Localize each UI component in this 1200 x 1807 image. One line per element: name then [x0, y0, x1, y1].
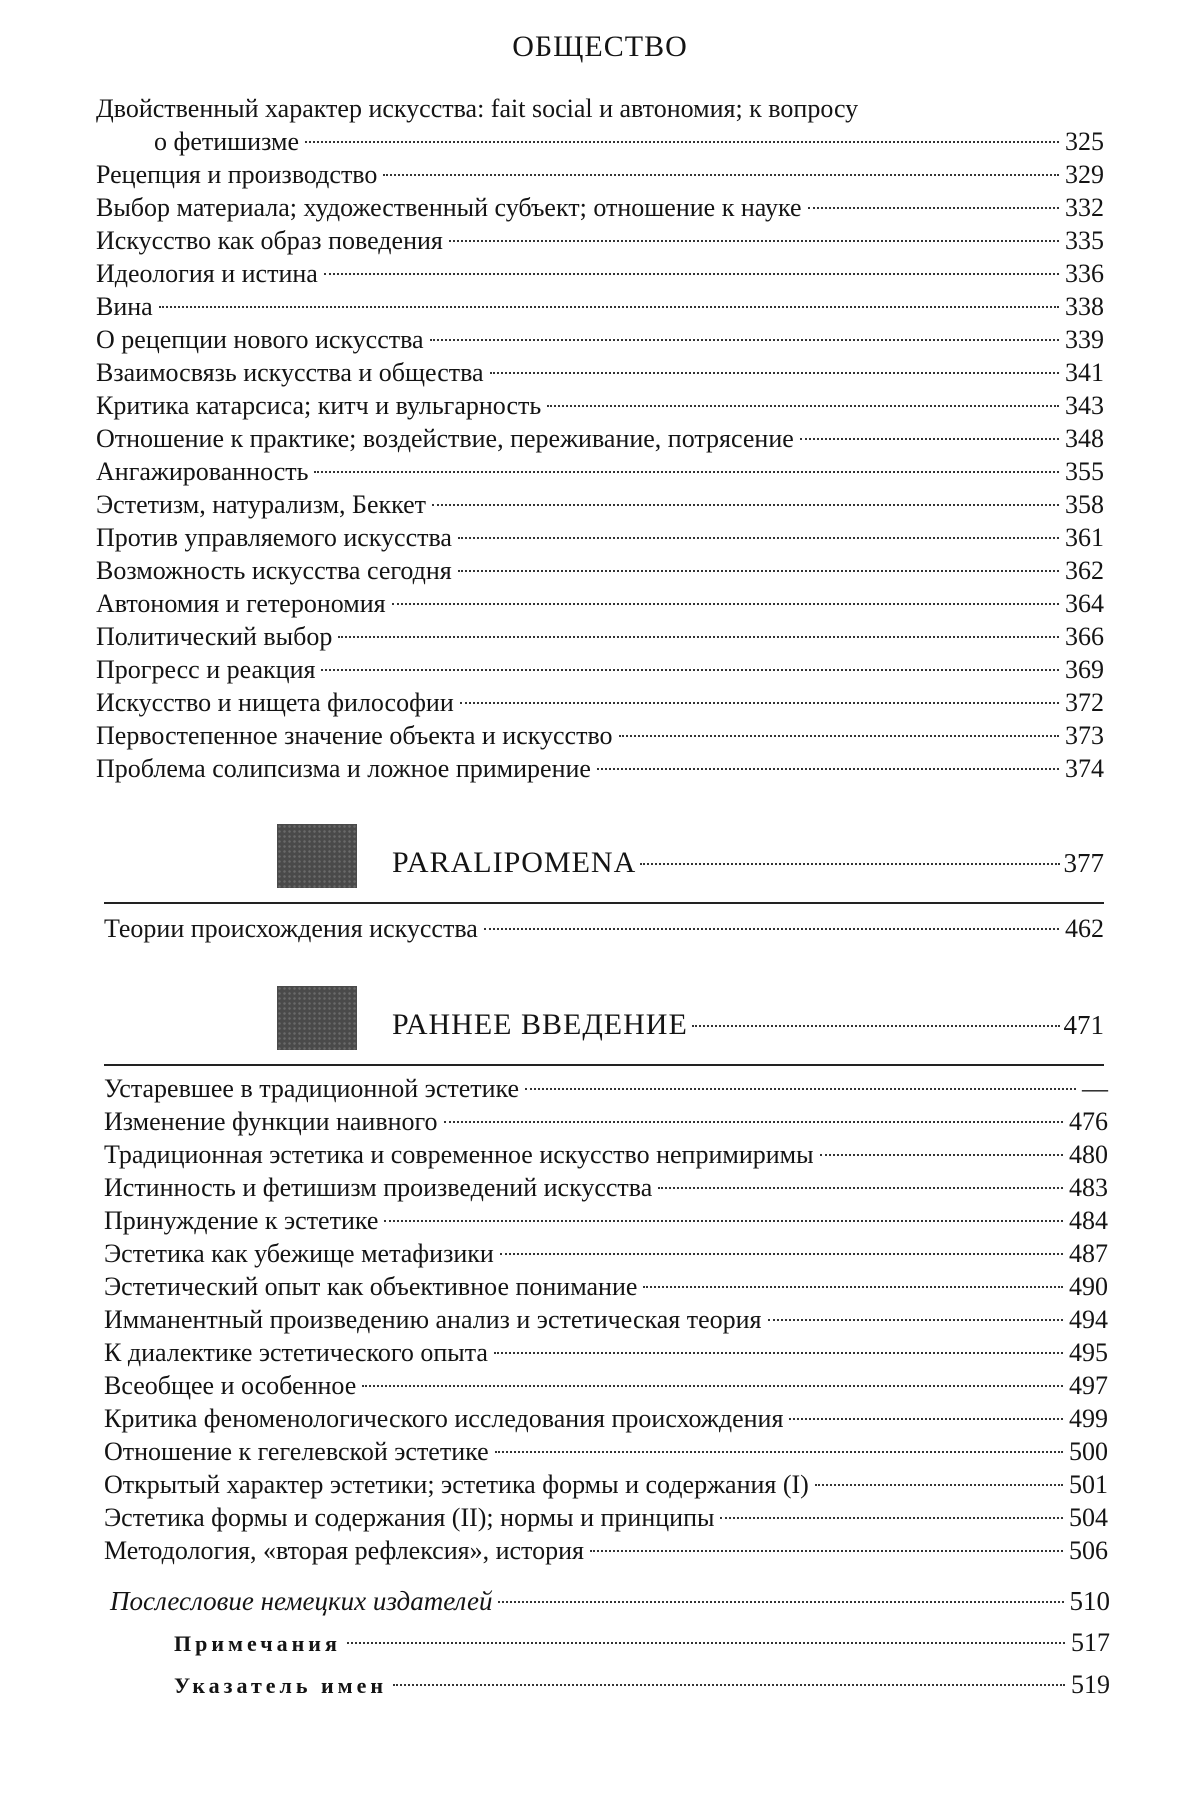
- toc-entry[interactable]: [104, 1402, 1108, 1435]
- back-matter-toc: [110, 1580, 1110, 1706]
- dot-leader: [338, 636, 1059, 638]
- toc-entry-title: о фетишизме: [154, 127, 299, 156]
- toc-entry-title: Всеобщее и особенное: [104, 1371, 357, 1400]
- toc-entry-page: 484: [1069, 1206, 1108, 1235]
- toc-entry-page: 480: [1069, 1140, 1108, 1169]
- early-intro-heading: [96, 984, 1104, 1070]
- toc-entry-page: 373: [1065, 721, 1104, 750]
- toc-entry-title: Традиционная эстетика и современное искусство непримиримы: [104, 1140, 814, 1169]
- toc-entry-title: Идеология и истина: [96, 259, 318, 288]
- heading-title: PARALIPOMENA: [392, 846, 637, 879]
- toc-entry-page: 335: [1065, 226, 1104, 255]
- dot-leader: [597, 768, 1059, 770]
- toc-entry-page: —: [1082, 1074, 1108, 1103]
- dot-leader: [495, 1451, 1063, 1453]
- toc-entry-page: 476: [1069, 1107, 1108, 1136]
- dot-leader: [768, 1319, 1063, 1321]
- toc-entry-page: 497: [1069, 1371, 1108, 1400]
- toc-entry[interactable]: [96, 752, 1104, 785]
- dot-leader: [460, 702, 1059, 704]
- toc-entry-page: 366: [1065, 622, 1104, 651]
- toc-entry-title: Принуждение к эстетике: [104, 1206, 379, 1235]
- toc-entry[interactable]: [104, 1072, 1108, 1105]
- toc-entry[interactable]: [104, 1534, 1108, 1567]
- dot-leader: [547, 405, 1059, 407]
- toc-entry-title: Ангажированность: [96, 457, 309, 486]
- heading-row[interactable]: [392, 1008, 1104, 1042]
- toc-entry[interactable]: [104, 1270, 1108, 1303]
- toc-entry[interactable]: [96, 719, 1104, 752]
- toc-entry-title: Послесловие немецких издателей: [110, 1586, 493, 1616]
- dot-leader: [458, 537, 1059, 539]
- toc-entry-title: Указатель имен: [174, 1673, 388, 1698]
- toc-entry[interactable]: [104, 1435, 1108, 1468]
- toc-entry-page: 483: [1069, 1173, 1108, 1202]
- toc-entry-page: 325: [1065, 127, 1104, 156]
- toc-entry-page: 494: [1069, 1305, 1108, 1334]
- toc-entry[interactable]: [104, 912, 1104, 945]
- dot-leader: [800, 438, 1059, 440]
- dot-leader: [314, 471, 1059, 473]
- dot-leader: [458, 570, 1059, 572]
- toc-entry-title: Автономия и гетерономия: [96, 589, 386, 618]
- heading-title: РАННЕЕ ВВЕДЕНИЕ: [392, 1008, 688, 1041]
- early-intro-toc: [104, 1072, 1108, 1567]
- toc-entry-page: 374: [1065, 754, 1104, 783]
- dot-leader: [815, 1484, 1063, 1486]
- toc-entry[interactable]: [104, 1105, 1108, 1138]
- toc-entry-page: 355: [1065, 457, 1104, 486]
- toc-entry-page: 500: [1069, 1437, 1108, 1466]
- toc-entry-title: Примечания: [174, 1631, 341, 1656]
- toc-entry[interactable]: [104, 1237, 1108, 1270]
- toc-entry-title: Искусство как образ поведения: [96, 226, 443, 255]
- toc-entry-title: Эстетика формы и содержания (II); нормы и принципы: [104, 1503, 715, 1532]
- dot-leader: [362, 1385, 1063, 1387]
- toc-entry[interactable]: [104, 1336, 1108, 1369]
- toc-entry[interactable]: [96, 686, 1104, 719]
- dot-leader: [643, 1286, 1063, 1288]
- toc-entry[interactable]: [104, 1171, 1108, 1204]
- toc-entry-page: 348: [1065, 424, 1104, 453]
- toc-entry-title: Критика катарсиса; китч и вульгарность: [96, 391, 542, 420]
- toc-entry[interactable]: [96, 455, 1104, 488]
- dot-leader: [392, 603, 1059, 605]
- toc-entry-page: 510: [1069, 1586, 1110, 1616]
- toc-entry-page: 490: [1069, 1272, 1108, 1301]
- paralipomena-heading: [96, 822, 1104, 908]
- toc-entry-page: 338: [1065, 292, 1104, 321]
- toc-entry-page: 487: [1069, 1239, 1108, 1268]
- toc-entry[interactable]: [96, 422, 1104, 455]
- toc-entry[interactable]: [96, 158, 1104, 191]
- toc-entry-title: Первостепенное значение объекта и искусство: [96, 721, 613, 750]
- toc-entry[interactable]: [96, 521, 1104, 554]
- toc-entry[interactable]: [96, 290, 1104, 323]
- toc-entry-title: Проблема солипсизма и ложное примирение: [96, 754, 591, 783]
- toc-entry-index[interactable]: [110, 1664, 1110, 1706]
- toc-entry-title: Эстетизм, натурализм, Беккет: [96, 490, 427, 519]
- toc-entry-page: 358: [1065, 490, 1104, 519]
- toc-entry[interactable]: [104, 1204, 1108, 1237]
- paralipomena-entry-list: [104, 912, 1104, 945]
- dot-leader: [720, 1517, 1063, 1519]
- toc-entry-page: 364: [1065, 589, 1104, 618]
- dot-leader: [494, 1352, 1063, 1354]
- toc-entry[interactable]: [104, 1138, 1108, 1171]
- toc-entry-title: Отношение к практике; воздействие, переживание, потрясение: [96, 424, 794, 453]
- toc-entry-title: К диалектике эстетического опыта: [104, 1338, 488, 1367]
- toc-entry-page: 506: [1069, 1536, 1108, 1565]
- toc-entry[interactable]: [96, 356, 1104, 389]
- toc-entry[interactable]: [96, 191, 1104, 224]
- toc-entry-page: 501: [1069, 1470, 1108, 1499]
- paralipomena-toc: [104, 912, 1104, 945]
- toc-entry-afterword[interactable]: [110, 1580, 1110, 1622]
- toc-entry-title: Политический выбор: [96, 622, 333, 651]
- dot-leader: [484, 928, 1059, 930]
- dot-leader: [324, 273, 1059, 275]
- toc-entry-title: Устаревшее в традиционной эстетике: [104, 1074, 520, 1103]
- dot-leader: [619, 735, 1059, 737]
- toc-entry-page: 517: [1071, 1628, 1110, 1657]
- toc-entry-title: Прогресс и реакция: [96, 655, 316, 684]
- toc-entry[interactable]: [96, 323, 1104, 356]
- chapter-marker-square: [277, 824, 357, 888]
- heading-row[interactable]: [392, 846, 1104, 880]
- toc-entry-page: 504: [1069, 1503, 1108, 1532]
- toc-entry-title: Истинность и фетишизм произведений искусства: [104, 1173, 653, 1202]
- toc-entry[interactable]: [96, 224, 1104, 257]
- dot-leader: [808, 207, 1060, 209]
- dot-leader: [305, 141, 1059, 143]
- toc-entry-page: 329: [1065, 160, 1104, 189]
- section-title: ОБЩЕСТВО: [512, 30, 688, 63]
- toc-entry-page: 332: [1065, 193, 1104, 222]
- toc-entry-notes[interactable]: [110, 1622, 1110, 1664]
- dot-leader: [789, 1418, 1063, 1420]
- society-entry-list: [96, 158, 1104, 785]
- dot-leader: [820, 1154, 1063, 1156]
- toc-entry[interactable]: [104, 1369, 1108, 1402]
- heading-page: 377: [1063, 848, 1104, 878]
- toc-entry[interactable]: [96, 620, 1104, 653]
- toc-entry-line: Двойственный характер искусства: fait social и автономия; к вопросу: [96, 94, 859, 123]
- dot-leader: [658, 1187, 1063, 1189]
- toc-entry[interactable]: [96, 389, 1104, 422]
- toc-entry[interactable]: [96, 257, 1104, 290]
- dot-leader: [444, 1121, 1063, 1123]
- toc-entry-page: 519: [1071, 1670, 1110, 1699]
- toc-entry-page: 499: [1069, 1404, 1108, 1433]
- toc-entry-title: Теории происхождения искусства: [104, 914, 478, 943]
- toc-entry[interactable]: [96, 125, 1104, 158]
- heading-page: 471: [1063, 1010, 1104, 1040]
- toc-entry[interactable]: [104, 1501, 1108, 1534]
- dot-leader: [590, 1550, 1063, 1552]
- toc-entry[interactable]: [96, 488, 1104, 521]
- toc-entry[interactable]: [104, 1468, 1108, 1501]
- dot-leader: [347, 1642, 1065, 1644]
- toc-entry-page: 495: [1069, 1338, 1108, 1367]
- toc-entry-page: 339: [1065, 325, 1104, 354]
- chapter-marker-square: [277, 986, 357, 1050]
- toc-entry-title: Против управляемого искусства: [96, 523, 452, 552]
- toc-entry-page: 341: [1065, 358, 1104, 387]
- toc-entry[interactable]: [104, 1303, 1108, 1336]
- dot-leader: [430, 339, 1059, 341]
- toc-entry[interactable]: [96, 587, 1104, 620]
- toc-entry-title: Взаимосвязь искусства и общества: [96, 358, 484, 387]
- toc-entry-page: 343: [1065, 391, 1104, 420]
- toc-entry-title: Рецепция и производство: [96, 160, 378, 189]
- toc-entry-title: Эстетический опыт как объективное понимание: [104, 1272, 638, 1301]
- toc-entry-page: 369: [1065, 655, 1104, 684]
- dot-leader: [393, 1684, 1065, 1686]
- dot-leader: [432, 504, 1059, 506]
- dot-leader: [525, 1088, 1076, 1090]
- toc-entry-title: Критика феноменологического исследования происхождения: [104, 1404, 784, 1433]
- toc-entry-title: Искусство и нищета философии: [96, 688, 454, 717]
- toc-entry-title: Открытый характер эстетики; эстетика формы и содержания (I): [104, 1470, 809, 1499]
- dot-leader: [490, 372, 1059, 374]
- section-rule: [104, 1064, 1104, 1066]
- toc-entry-page: 462: [1065, 914, 1104, 943]
- toc-entry[interactable]: [96, 554, 1104, 587]
- dot-leader: [321, 669, 1059, 671]
- dot-leader: [692, 1025, 1060, 1027]
- society-toc: [96, 92, 1104, 785]
- section-rule: [104, 902, 1104, 904]
- toc-entry-title: О рецепции нового искусства: [96, 325, 424, 354]
- toc-entry[interactable]: [96, 653, 1104, 686]
- toc-entry-title: Вина: [96, 292, 153, 321]
- toc-entry-title: Эстетика как убежище метафизики: [104, 1239, 494, 1268]
- toc-entry-page: 336: [1065, 259, 1104, 288]
- dot-leader: [383, 174, 1059, 176]
- toc-entry-page: 361: [1065, 523, 1104, 552]
- dot-leader: [640, 863, 1059, 865]
- dot-leader: [159, 306, 1059, 308]
- toc-entry-title: Возможность искусства сегодня: [96, 556, 452, 585]
- toc-entry-page: 372: [1065, 688, 1104, 717]
- dot-leader: [449, 240, 1059, 242]
- toc-entry-title: Методология, «вторая рефлексия», история: [104, 1536, 584, 1565]
- toc-entry-title: Выбор материала; художественный субъект; отношение к науке: [96, 193, 802, 222]
- dot-leader: [384, 1220, 1063, 1222]
- dot-leader: [498, 1601, 1063, 1603]
- toc-entry-page: 362: [1065, 556, 1104, 585]
- toc-entry-title: Отношение к гегелевской эстетике: [104, 1437, 489, 1466]
- toc-entry-title: Имманентный произведению анализ и эстетическая теория: [104, 1305, 762, 1334]
- toc-entry-title: Изменение функции наивного: [104, 1107, 438, 1136]
- dot-leader: [500, 1253, 1063, 1255]
- early-intro-entry-list: [104, 1072, 1108, 1567]
